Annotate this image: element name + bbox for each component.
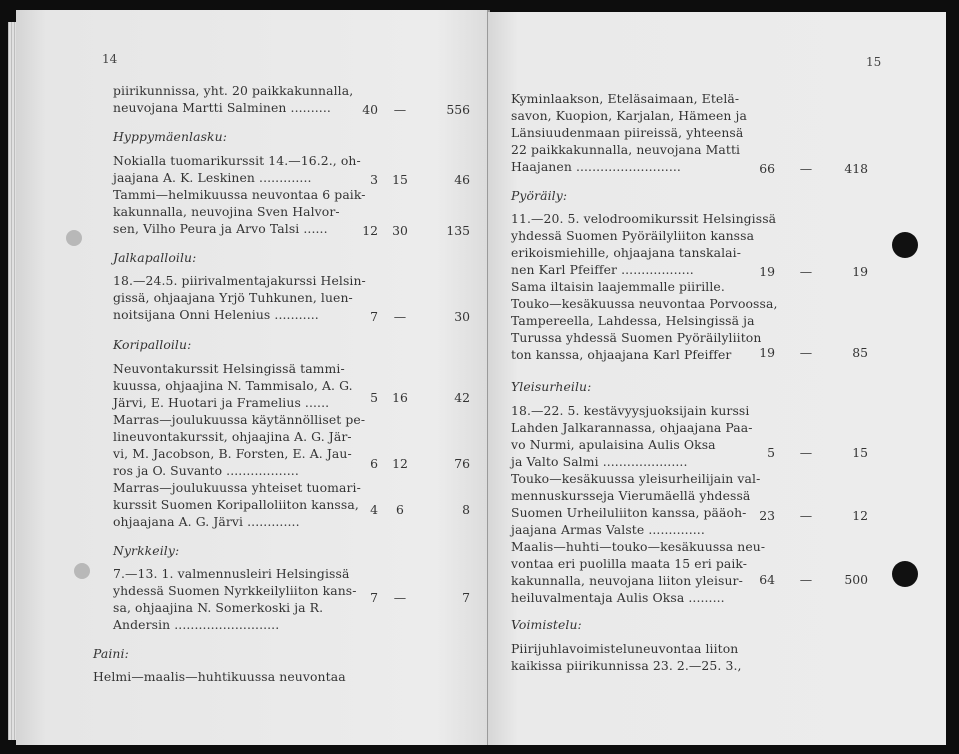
count-a: 5 xyxy=(370,390,378,405)
count-c: 46 xyxy=(454,172,470,187)
text-line: ros ja O. Suvanto .................. xyxy=(113,463,299,478)
text-line: Nokialla tuomarikurssit 14.—16.2., oh- xyxy=(113,153,361,168)
count-c: 19 xyxy=(852,264,868,279)
count-c: 42 xyxy=(454,390,470,405)
count-c: 7 xyxy=(462,590,470,605)
text-line: Touko—kesäkuussa neuvontaa Porvoossa, xyxy=(511,296,778,311)
count-c: 556 xyxy=(446,102,470,117)
text-line: vontaa eri puolilla maata 15 eri paik- xyxy=(511,556,748,571)
count-a: 7 xyxy=(370,590,378,605)
text-line: Marras—joulukuussa yhteiset tuomari- xyxy=(113,480,361,495)
text-line: vo Nurmi, apulaisina Aulis Oksa xyxy=(511,437,716,452)
section-heading: Jalkapalloilu: xyxy=(113,250,197,265)
text-line: piirikunnissa, yht. 20 paikkakunnalla, xyxy=(113,83,354,98)
text-line: 18.—24.5. piirivalmentajakurssi Helsin- xyxy=(113,273,366,288)
text-line: kakunnalla, neuvojana liiton yleisur- xyxy=(511,573,743,588)
count-a: 64 xyxy=(759,572,775,587)
section-heading: Paini: xyxy=(93,646,129,661)
text-line: heiluvalmentaja Aulis Oksa ......... xyxy=(511,590,725,605)
text-line: Piirijuhlavoimisteluneuvontaa liiton xyxy=(511,641,739,656)
count-c: 85 xyxy=(852,345,868,360)
text-line: noitsijana Onni Helenius ........... xyxy=(113,307,319,322)
count-c: 76 xyxy=(454,456,470,471)
text-line: Marras—joulukuussa käytännölliset pe- xyxy=(113,412,366,427)
text-line: Haajanen .......................... xyxy=(511,159,681,174)
page-number: 15 xyxy=(866,55,882,69)
text-line: sa, ohjaajina N. Somerkoski ja R. xyxy=(113,600,324,615)
count-b: — xyxy=(799,161,813,176)
count-b: — xyxy=(799,264,813,279)
count-b: — xyxy=(799,572,813,587)
text-line: Neuvontakurssit Helsingissä tammi- xyxy=(113,361,345,376)
text-line: ohjaajana A. G. Järvi ............. xyxy=(113,514,300,529)
text-line: vi, M. Jacobson, B. Forsten, E. A. Jau- xyxy=(113,446,352,461)
section-heading: Voimistelu: xyxy=(511,617,582,632)
count-a: 40 xyxy=(362,102,378,117)
text-line: nen Karl Pfeiffer .................. xyxy=(511,262,694,277)
text-line: Maalis—huhti—touko—kesäkuussa neu- xyxy=(511,539,766,554)
count-c: 500 xyxy=(844,572,868,587)
count-a: 3 xyxy=(370,172,378,187)
text-line: kakunnalla, neuvojina Sven Halvor- xyxy=(113,204,340,219)
text-line: Helmi—maalis—huhtikuussa neuvontaa xyxy=(93,669,346,684)
count-b: 30 xyxy=(392,223,408,238)
text-line: Touko—kesäkuussa yleisurheilijain val- xyxy=(511,471,761,486)
text-line: ton kanssa, ohjaajana Karl Pfeiffer xyxy=(511,347,732,362)
count-a: 66 xyxy=(759,161,775,176)
text-line: gissä, ohjaajana Yrjö Tuhkunen, luen- xyxy=(113,290,353,305)
section-heading: Nyrkkeily: xyxy=(113,543,180,558)
text-line: yhdessä Suomen Pyöräilyliiton kanssa xyxy=(511,228,755,243)
count-c: 418 xyxy=(844,161,868,176)
text-line: Andersin .......................... xyxy=(113,617,280,632)
text-line: jaajana A. K. Leskinen ............. xyxy=(113,170,312,185)
punch-hole xyxy=(892,232,918,258)
text-line: Suomen Urheiluliiton kanssa, pääoh- xyxy=(511,505,747,520)
count-a: 5 xyxy=(767,445,775,460)
text-line: Lahden Jalkarannassa, ohjaajana Paa- xyxy=(511,420,753,435)
count-b: — xyxy=(799,345,813,360)
section-heading: Pyöräily: xyxy=(511,188,568,203)
section-heading: Yleisurheilu: xyxy=(511,379,592,394)
text-line: Turussa yhdessä Suomen Pyöräilyliiton xyxy=(511,330,762,345)
text-line: kaikissa piirikunnissa 23. 2.—25. 3., xyxy=(511,658,742,673)
text-line: 7.—13. 1. valmennusleiri Helsingissä xyxy=(113,566,350,581)
left-page xyxy=(16,10,488,745)
count-a: 19 xyxy=(759,264,775,279)
count-b: 15 xyxy=(392,172,408,187)
count-c: 30 xyxy=(454,309,470,324)
text-line: Järvi, E. Huotari ja Framelius ...... xyxy=(113,395,330,410)
punch-hole xyxy=(892,561,918,587)
punch-mark xyxy=(66,230,82,246)
count-c: 8 xyxy=(462,502,470,517)
text-line: 18.—22. 5. kestävyysjuoksijain kurssi xyxy=(511,403,750,418)
count-b: — xyxy=(393,309,407,324)
count-c: 12 xyxy=(852,508,868,523)
text-line: sen, Vilho Peura ja Arvo Talsi ...... xyxy=(113,221,328,236)
text-line: mennuskursseja Vierumäellä yhdessä xyxy=(511,488,751,503)
count-a: 23 xyxy=(759,508,775,523)
count-b: — xyxy=(799,508,813,523)
count-a: 7 xyxy=(370,309,378,324)
text-line: kurssit Suomen Koripalloliiton kanssa, xyxy=(113,497,359,512)
count-a: 4 xyxy=(370,502,378,517)
text-line: kuussa, ohjaajina N. Tammisalo, A. G. xyxy=(113,378,353,393)
text-line: Tampereella, Lahdessa, Helsingissä ja xyxy=(511,313,755,328)
text-line: ja Valto Salmi ..................... xyxy=(511,454,688,469)
text-line: Tammi—helmikuussa neuvontaa 6 paik- xyxy=(113,187,366,202)
text-line: 22 paikkakunnalla, neuvojana Matti xyxy=(511,142,741,157)
text-line: Kyminlaakson, Eteläsaimaan, Etelä- xyxy=(511,91,740,106)
count-b: 12 xyxy=(392,456,408,471)
text-line: yhdessä Suomen Nyrkkeilyliiton kans- xyxy=(113,583,357,598)
text-line: neuvojana Martti Salminen .......... xyxy=(113,100,331,115)
count-a: 6 xyxy=(370,456,378,471)
text-line: Länsiuudenmaan piireissä, yhteensä xyxy=(511,125,744,140)
count-b: — xyxy=(799,445,813,460)
count-c: 15 xyxy=(852,445,868,460)
count-b: — xyxy=(393,102,407,117)
text-line: Sama iltaisin laajemmalle piirille. xyxy=(511,279,725,294)
count-a: 19 xyxy=(759,345,775,360)
text-line: lineuvontakurssit, ohjaajina A. G. Jär- xyxy=(113,429,352,444)
page-number: 14 xyxy=(102,52,118,66)
count-b: — xyxy=(393,590,407,605)
text-line: erikoismiehille, ohjaajana tanskalai- xyxy=(511,245,742,260)
section-heading: Koripalloilu: xyxy=(113,337,192,352)
section-heading: Hyppymäenlasku: xyxy=(113,129,227,144)
text-line: jaajana Armas Valste .............. xyxy=(511,522,705,537)
count-a: 12 xyxy=(362,223,378,238)
punch-mark xyxy=(74,563,90,579)
text-line: 11.—20. 5. velodroomikurssit Helsingissä xyxy=(511,211,777,226)
count-c: 135 xyxy=(446,223,470,238)
text-line: savon, Kuopion, Karjalan, Hämeen ja xyxy=(511,108,747,123)
right-page xyxy=(488,12,946,745)
count-b: 16 xyxy=(392,390,408,405)
count-b: 6 xyxy=(396,502,404,517)
